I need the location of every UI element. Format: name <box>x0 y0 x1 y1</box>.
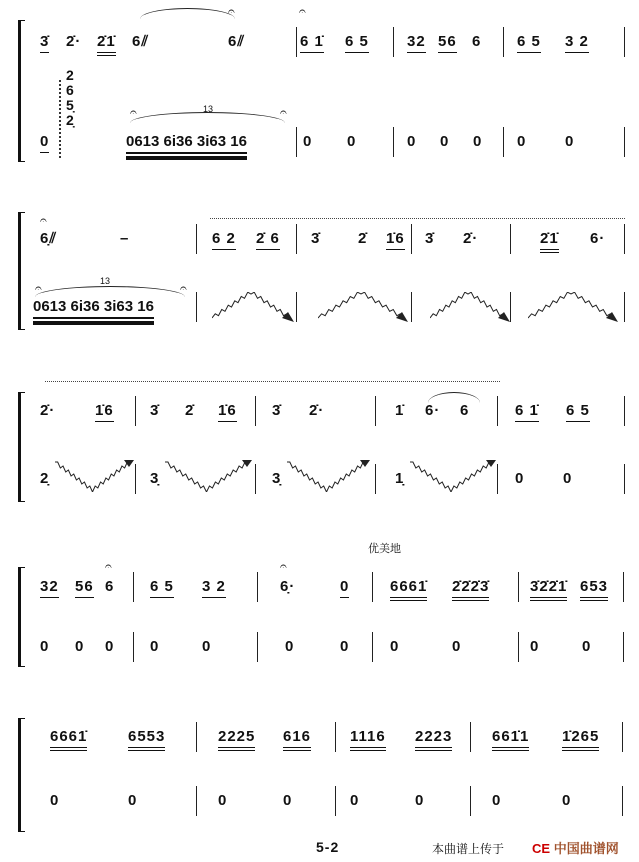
fermata-icon: 𝄐 <box>280 559 287 573</box>
upper-note: 6661̇ <box>50 728 87 751</box>
bar-line <box>375 464 376 494</box>
upper-note: 3̇ <box>311 230 321 247</box>
lower-note: 0 <box>562 792 572 809</box>
system-bracket <box>18 20 25 162</box>
upper-note: 6661̇ <box>390 578 427 601</box>
system-bracket <box>18 718 25 832</box>
upper-note: 6̣⫽ <box>40 230 58 247</box>
lower-note: 0 <box>105 638 115 655</box>
upper-note: 6553 <box>128 728 165 751</box>
bar-line <box>135 396 136 426</box>
upper-note: 2̇1̇ <box>97 33 116 56</box>
bar-line <box>196 786 197 816</box>
bar-line <box>510 224 511 254</box>
bar-line <box>622 722 623 752</box>
lower-note: 0 <box>128 792 138 809</box>
system-bracket <box>18 392 25 502</box>
upper-note: 6⫽ <box>228 33 246 50</box>
bar-line <box>335 786 336 816</box>
lower-note: 1̣ <box>395 470 405 487</box>
bar-line <box>411 292 412 322</box>
bar-line <box>196 224 197 254</box>
upper-note: 2̇ <box>185 402 195 419</box>
lower-note: 0 <box>415 792 425 809</box>
lower-note: 0 <box>530 638 540 655</box>
bar-line <box>372 572 373 602</box>
fermata-icon: 𝄐 <box>130 105 137 119</box>
logo-mark-icon: CE <box>532 841 551 856</box>
lower-note: 0 <box>390 638 400 655</box>
bar-line <box>393 27 394 57</box>
bar-line <box>624 292 625 322</box>
slur <box>428 392 480 403</box>
logo-text: 中国曲谱网 <box>553 841 619 856</box>
lower-note: 0613 6i36 3i63 16 <box>126 133 247 158</box>
bar-line <box>470 786 471 816</box>
lower-note: 0 <box>150 638 160 655</box>
upper-note: 2̇1̇ <box>540 230 559 253</box>
upper-note: 6· <box>425 402 441 419</box>
upper-note: 616 <box>283 728 311 751</box>
bar-line <box>622 786 623 816</box>
lower-note: 3̣ <box>150 470 160 487</box>
site-logo[interactable] <box>532 838 619 857</box>
lower-note: 0 <box>492 792 502 809</box>
lower-note: 0 <box>40 638 50 655</box>
lower-note: 0 <box>517 133 527 150</box>
bar-line <box>503 127 504 157</box>
bar-line <box>196 722 197 752</box>
lower-note: 0 <box>202 638 212 655</box>
bar-line <box>624 127 625 157</box>
slur <box>140 8 235 19</box>
arpeggio-wavy-line <box>59 80 61 158</box>
glissando-arrow <box>410 460 498 492</box>
bar-line <box>255 396 256 426</box>
lower-note: 0 <box>285 638 295 655</box>
lower-note: 0 <box>582 638 592 655</box>
upper-note: 6 5 <box>566 402 590 422</box>
bar-line <box>497 396 498 426</box>
upper-note: 1̇6 <box>386 230 405 250</box>
upper-note: 3̇ <box>40 33 49 53</box>
glissando-arrow <box>318 292 410 326</box>
bar-line <box>372 632 373 662</box>
arpeggio-chord: 2 6 5̣ 2̣ <box>66 67 74 128</box>
upper-note: 3̇ <box>425 230 435 247</box>
bar-line <box>335 722 336 752</box>
lower-note: 0 <box>40 133 49 153</box>
upper-note: 6 5 <box>517 33 541 53</box>
glissando-arrow <box>430 292 512 326</box>
upper-note: 6 2 <box>212 230 236 250</box>
glissando-arrow <box>55 460 136 492</box>
upper-note: 3̇2̇2̇1̇ <box>530 578 567 601</box>
upper-note: 6⫽ <box>132 33 150 50</box>
bar-line <box>393 127 394 157</box>
fermata-icon: 𝄐 <box>40 213 47 227</box>
tuplet-number: 13 <box>203 104 214 114</box>
system-bracket <box>18 212 25 330</box>
lower-note: 0 <box>452 638 462 655</box>
upper-note: 3 2 <box>565 33 589 53</box>
fermata-icon: 𝄐 <box>299 4 306 18</box>
upper-note: 2̇· <box>66 33 82 50</box>
upper-note: 2̇· <box>309 402 325 419</box>
upper-note: 2̇2̇2̇3̇ <box>452 578 489 601</box>
upper-note: 6 1̇ <box>515 402 539 422</box>
upper-note: 2̇· <box>40 402 56 419</box>
upper-note: 2̇ <box>358 230 368 247</box>
upper-note: 6̣· <box>280 578 296 595</box>
lower-note: 3̣ <box>272 470 282 487</box>
lower-note: 0 <box>218 792 228 809</box>
bar-line <box>470 722 471 752</box>
lower-note: 0 <box>407 133 417 150</box>
lower-note: 0 <box>283 792 293 809</box>
bar-line <box>257 572 258 602</box>
upper-note: 0 <box>340 578 349 598</box>
upper-note: 6 <box>472 33 482 50</box>
dotted-extension-line <box>210 218 625 219</box>
lower-note: 0 <box>350 792 360 809</box>
upper-note: 6 1̇ <box>300 33 324 53</box>
fermata-icon: 𝄐 <box>228 4 235 18</box>
tuplet-slur <box>35 286 185 297</box>
bar-line <box>296 27 297 57</box>
bar-line <box>518 632 519 662</box>
bar-line <box>518 572 519 602</box>
glissando-arrow <box>165 460 254 492</box>
upper-note: 6 5 <box>150 578 174 598</box>
upper-note: 2̇ 6 <box>256 230 280 250</box>
tuplet-number: 13 <box>100 276 111 286</box>
bar-line <box>257 632 258 662</box>
lower-note: 0 <box>565 133 575 150</box>
upper-note: 661̇1 <box>492 728 529 751</box>
bar-line <box>196 292 197 322</box>
lower-note: 0613 6i36 3i63 16 <box>33 298 154 323</box>
upper-note: 3̇ <box>272 402 282 419</box>
bar-line <box>375 396 376 426</box>
page-number: 5-2 <box>316 839 340 855</box>
bar-line <box>296 292 297 322</box>
upper-note: 2̇· <box>463 230 479 247</box>
upper-note: 32 <box>407 33 426 53</box>
upper-note: 6· <box>590 230 606 247</box>
lower-note: 0 <box>347 133 357 150</box>
lower-note: 0 <box>515 470 525 487</box>
glissando-arrow <box>287 460 372 492</box>
glissando-arrow <box>528 292 620 326</box>
bar-line <box>624 464 625 494</box>
lower-note: 2̣ <box>40 470 50 487</box>
fermata-icon: 𝄐 <box>280 105 287 119</box>
bar-line <box>133 572 134 602</box>
upper-note: 653 <box>580 578 608 601</box>
tempo-marking: 优美地 <box>368 543 401 555</box>
system-bracket <box>18 567 25 667</box>
lower-note: 0 <box>563 470 573 487</box>
upper-note: 3̇ <box>150 402 160 419</box>
upper-note: 6 5 <box>345 33 369 53</box>
upper-note: – <box>120 230 130 247</box>
upper-note: 3 2 <box>202 578 226 598</box>
bar-line <box>623 572 624 602</box>
upper-note: 6 <box>460 402 470 419</box>
upper-note: 1̇ <box>395 402 405 419</box>
lower-note: 0 <box>340 638 350 655</box>
lower-note: 0 <box>440 133 450 150</box>
lower-note: 0 <box>50 792 60 809</box>
bar-line <box>624 396 625 426</box>
glissando-arrow <box>212 292 296 326</box>
dotted-extension-line <box>45 381 500 382</box>
lower-note: 0 <box>303 133 313 150</box>
bar-line <box>623 632 624 662</box>
upload-text: 本曲谱上传于 <box>432 842 505 856</box>
bar-line <box>411 224 412 254</box>
upper-note: 1̇265 <box>562 728 599 751</box>
upper-note: 6 <box>105 578 115 595</box>
upper-note: 32 <box>40 578 59 598</box>
bar-line <box>624 27 625 57</box>
bar-line <box>296 127 297 157</box>
upper-note: 56 <box>75 578 94 598</box>
bar-line <box>624 224 625 254</box>
bar-line <box>133 632 134 662</box>
fermata-icon: 𝄐 <box>35 281 42 295</box>
upper-note: 1116 <box>350 728 386 751</box>
lower-note: 0 <box>473 133 483 150</box>
upper-note: 1̇6 <box>95 402 114 422</box>
lower-note: 0 <box>75 638 85 655</box>
bar-line <box>503 27 504 57</box>
upper-note: 1̇6 <box>218 402 237 422</box>
upper-note: 56 <box>438 33 457 53</box>
bar-line <box>255 464 256 494</box>
upper-note: 2225 <box>218 728 255 751</box>
upper-note: 2223 <box>415 728 452 751</box>
fermata-icon: 𝄐 <box>105 559 112 573</box>
fermata-icon: 𝄐 <box>180 281 187 295</box>
bar-line <box>296 224 297 254</box>
